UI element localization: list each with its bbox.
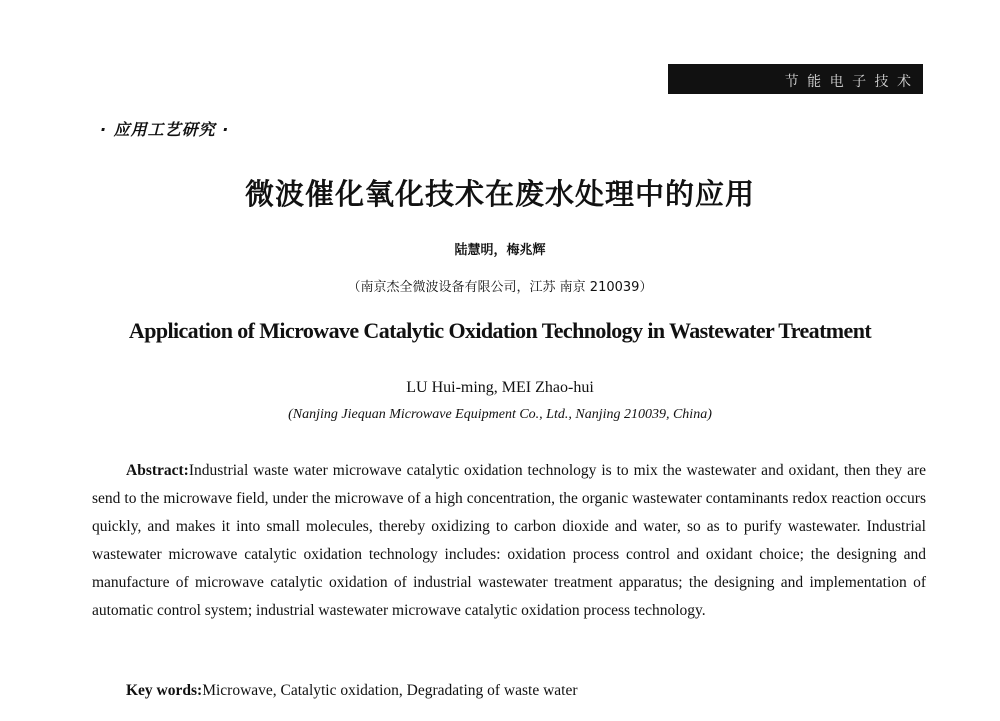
english-authors: LU Hui-ming, MEI Zhao-hui <box>406 379 594 396</box>
english-affiliation: (Nanjing Jiequan Microwave Equipment Co., Ltd., Nanjing 210039, China) <box>288 407 712 422</box>
keywords-line <box>126 681 578 701</box>
journal-tag: 节 能 电 子 技 术 <box>784 74 913 90</box>
abstract-label: Abstract: <box>126 462 189 479</box>
journal-header-bar <box>668 64 923 94</box>
section-label: · 应用工艺研究 · <box>100 120 230 139</box>
english-title: Application of Microwave Catalytic Oxidation Technology in Wastewater Treatment <box>128 318 872 343</box>
abstract-text: Industrial waste water microwave catalytic oxidation technology is to mix the wastewater and oxidant, then they are send to the microwave field, under the microwave of a high concentration, the organic wastewater contaminants redox reaction occurs quickly, and makes it into small molecules, thereby oxidizing to carbon dioxide and water, so as to purify wastewater. Industrial wastewater microwave catalytic oxidation technology includes: oxidation process control and oxidant choice; the designing and manufacture of microwave catalytic oxidation of industrial wastewater treatment apparatus; the designing and implementation of automatic control system; industrial wastewater microwave catalytic oxidation process technology. <box>92 462 926 619</box>
abstract-paragraph <box>92 457 926 625</box>
chinese-authors: 陆慧明，梅兆辉 <box>454 243 546 258</box>
chinese-title: 微波催化氧化技术在废水处理中的应用 <box>244 177 755 211</box>
keywords-text: Microwave, Catalytic oxidation, Degradating of waste water <box>202 682 578 699</box>
keywords-label: Key words: <box>126 682 203 699</box>
chinese-affiliation: （南京杰全微波设备有限公司，江苏 南京 210039） <box>347 280 653 295</box>
